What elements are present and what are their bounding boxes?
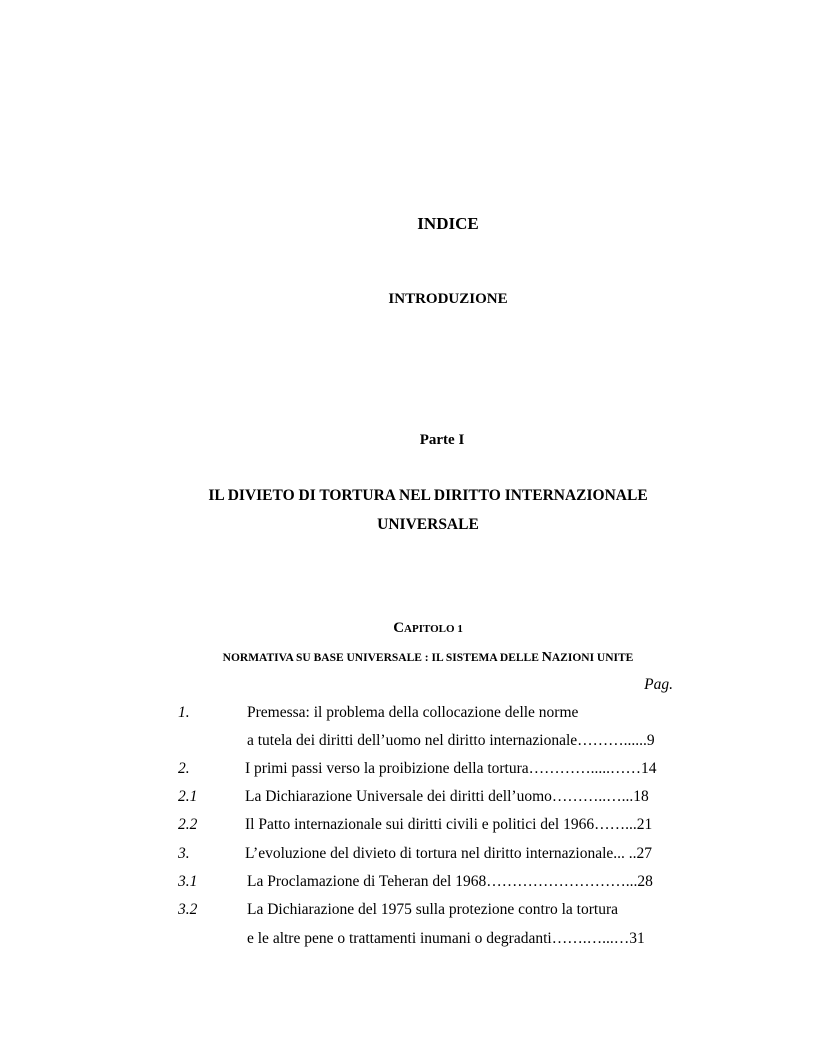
part-title-line1: IL DIVIETO DI TORTURA NEL DIRITTO INTERNAZIONALE <box>208 487 648 504</box>
chapter-heading-initial: C <box>393 620 405 636</box>
part-title-line2: UNIVERSALE <box>377 516 479 533</box>
toc-entry-text: La Proclamazione di Teheran del 1968………………………...28 <box>247 873 653 890</box>
chapter-subtitle-initial: N <box>541 650 552 665</box>
chapter-subtitle <box>20 650 816 666</box>
toc-entry-number: 1. <box>178 704 190 721</box>
toc-entry-number: 2.2 <box>178 816 198 833</box>
toc-entry-number: 2.1 <box>178 788 198 805</box>
toc-entry-number: 3.1 <box>178 873 198 890</box>
introduction-heading: INTRODUZIONE <box>388 291 508 307</box>
chapter-subtitle-part1: NORMATIVA SU BASE UNIVERSALE : IL SISTEMA DELLE <box>222 652 542 664</box>
part-label: Parte I <box>419 432 465 448</box>
index-heading: INDICE <box>417 214 479 233</box>
toc-entry-text: Il Patto internazionale sui diritti civili e politici del 1966……...21 <box>245 816 653 833</box>
toc-entry-text: I primi passi verso la proibizione della tortura………….....……14 <box>245 760 657 777</box>
toc-entry-number: 3.2 <box>178 901 198 918</box>
page-column-label: Pag. <box>644 676 673 693</box>
toc-entry-text-continued: a tutela dei diritti dell’uomo nel diritto internazionale………......9 <box>247 732 655 749</box>
chapter-subtitle-part2: AZIONI UNITE <box>551 652 634 664</box>
toc-entry-number: 2. <box>178 760 190 777</box>
toc-entry-text-continued: e le altre pene o trattamenti inumani o degradanti…….…...…31 <box>247 930 645 947</box>
toc-entry-text: La Dichiarazione Universale dei diritti dell’uomo………..…...18 <box>245 788 649 805</box>
chapter-heading <box>20 620 816 637</box>
chapter-heading-rest: APITOLO 1 <box>404 623 463 635</box>
toc-entry-text: L’evoluzione del divieto di tortura nel diritto internazionale... ..27 <box>245 845 653 862</box>
toc-entry-number: 3. <box>178 845 190 862</box>
toc-entry-text: Premessa: il problema della collocazione delle norme <box>247 704 579 721</box>
toc-entry-text: La Dichiarazione del 1975 sulla protezione contro la tortura <box>247 901 618 918</box>
